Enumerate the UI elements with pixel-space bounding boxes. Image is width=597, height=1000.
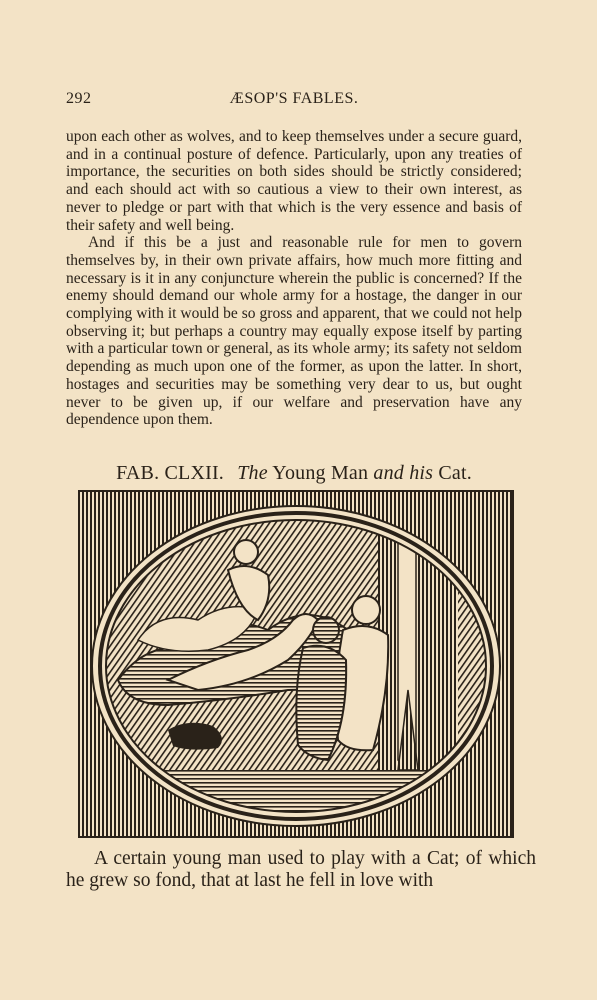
fable-number: FAB. CLXII. (116, 462, 225, 484)
woodcut-engraving-icon (78, 490, 514, 838)
fable-paragraph: A certain young man used to play with a Cat; of which he grew so fond, that at last he fell in love with (66, 848, 536, 891)
running-head (66, 90, 522, 112)
book-title: ÆSOP'S FABLES. (229, 90, 359, 107)
body-paragraph: And if this be a just and reasonable rule for men to govern themselves by, in their own private affairs, how much more fitting and necessary is it in any conjuncture wherein the public is concerned? If the enemy should demand our whole army for a hostage, the danger in our complying with it would be so gross and apparent, that we could not help observing it; but perhaps a country may equally expose itself by parting with a particular town or general, as its whole army; its safety not seldom depending as much upon one of the former, as upon the latter. In short, hostages and securities may be something very dear to us, but ought never to be given up, if our welfare and preservation have any dependence upon them. (66, 234, 522, 429)
body-text (66, 128, 522, 429)
fable-title-cat: Cat. (438, 462, 472, 484)
fable-text (66, 848, 536, 892)
fable-title-and-his: and his (373, 462, 434, 484)
fable-title-young-man: Young Man (272, 462, 369, 484)
page-number: 292 (66, 90, 92, 107)
fable-title-the: The (237, 462, 268, 484)
body-paragraph: upon each other as wolves, and to keep themselves under a secure guard, and in a continual posture of defence. Particularly, upon any treaties of importance, the securities on both sides should be strictly considered; and each should act with so cautious a view to their own interest, as never to pledge or part with that which is the very essence and basis of their safety and well being. (66, 128, 522, 234)
fable-heading (66, 462, 522, 485)
